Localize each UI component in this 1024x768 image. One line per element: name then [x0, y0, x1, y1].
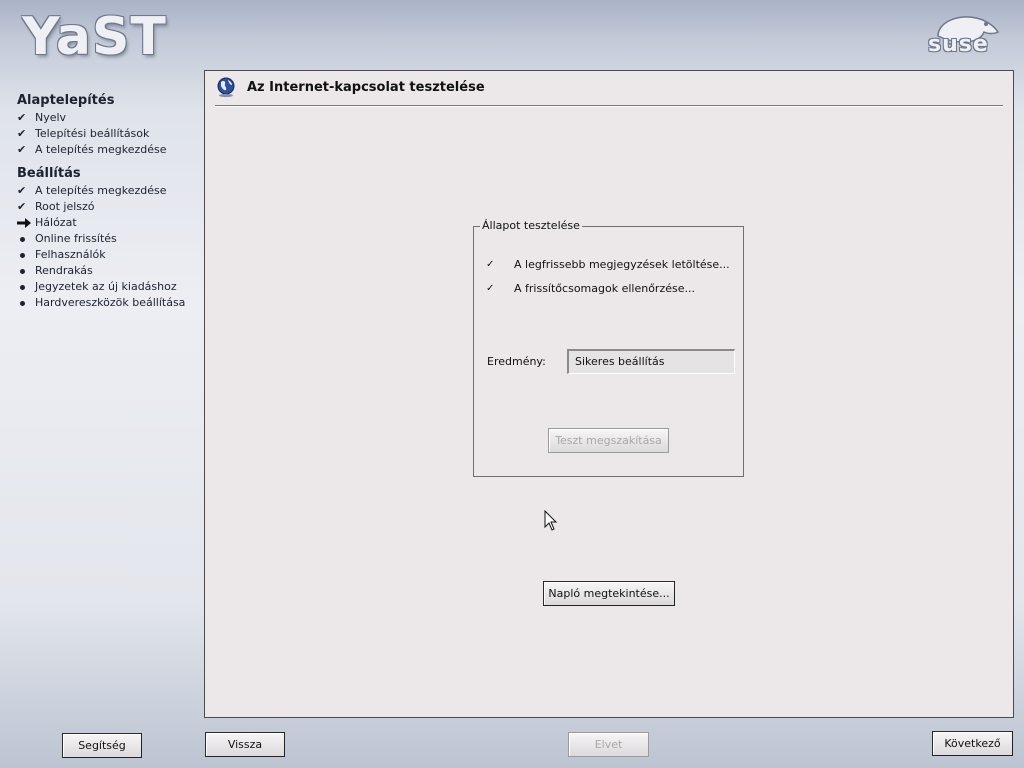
- installation-steps-sidebar: [17, 93, 202, 319]
- arrow-right-icon: [17, 218, 35, 228]
- result-field: Sikeres beállítás: [567, 349, 735, 374]
- sidebar-item-network: [17, 215, 202, 231]
- sidebar-item-label: A telepítés megkezdése: [35, 143, 167, 156]
- divider: [215, 105, 1003, 107]
- panel-header: [215, 76, 485, 98]
- sidebar-item-label: Rendrakás: [35, 264, 93, 277]
- sidebar-item-start-install: [17, 142, 202, 158]
- sidebar-item-label: A telepítés megkezdése: [35, 184, 167, 197]
- check-row-update-packages: [486, 280, 695, 296]
- sidebar-item-language: [17, 110, 202, 126]
- groupbox-title: Állapot tesztelése: [482, 219, 580, 232]
- back-button[interactable]: Vissza: [205, 732, 285, 757]
- sidebar-section-basic: [17, 93, 202, 158]
- sidebar-section-configuration: [17, 166, 202, 311]
- globe-icon: [215, 76, 237, 98]
- sidebar-item-label: Online frissítés: [35, 232, 117, 245]
- abort-test-button[interactable]: Teszt megszakítása: [548, 428, 669, 453]
- suse-logo-text: suse: [928, 32, 989, 57]
- bullet-icon: [17, 253, 35, 258]
- help-button[interactable]: Segítség: [62, 733, 142, 758]
- bullet-icon: [17, 269, 35, 274]
- sidebar-heading: Alaptelepítés: [17, 93, 115, 108]
- sidebar-item-cleanup: [17, 263, 202, 279]
- yast-logo: YaST: [22, 7, 167, 67]
- sidebar-heading: Beállítás: [17, 166, 81, 181]
- sidebar-item-users: [17, 247, 202, 263]
- check-icon: ✔: [17, 143, 27, 156]
- bullet-icon: [17, 301, 35, 306]
- view-log-button[interactable]: Napló megtekintése...: [543, 581, 675, 606]
- check-icon: ✓: [486, 282, 495, 294]
- sidebar-item-start-install-2: [17, 183, 202, 199]
- next-button[interactable]: Következő: [932, 731, 1013, 756]
- sidebar-item-label: Root jelszó: [35, 200, 95, 213]
- check-icon: ✔: [17, 184, 27, 197]
- mouse-cursor-icon: [544, 510, 558, 532]
- bullet-icon: [17, 285, 35, 290]
- sidebar-item-label: Felhasználók: [35, 248, 106, 261]
- bullet-icon: [17, 237, 35, 242]
- abort-button[interactable]: Elvet: [568, 732, 649, 757]
- check-icon: ✔: [17, 111, 27, 124]
- sidebar-item-label: Jegyzetek az új kiadáshoz: [35, 280, 177, 293]
- check-icon: ✓: [486, 258, 495, 270]
- check-icon: ✔: [17, 200, 27, 213]
- check-label: A frissítőcsomagok ellenőrzése...: [514, 281, 695, 295]
- sidebar-item-label: Telepítési beállítások: [35, 127, 150, 140]
- sidebar-item-install-settings: [17, 126, 202, 142]
- check-label: A legfrissebb megjegyzések letöltése...: [514, 257, 730, 271]
- sidebar-item-online-update: [17, 231, 202, 247]
- status-groupbox: [473, 219, 744, 477]
- sidebar-item-release-notes: [17, 279, 202, 295]
- sidebar-item-label: Hálózat: [35, 216, 77, 229]
- result-label: Eredmény:: [487, 355, 546, 368]
- sidebar-item-label: Nyelv: [35, 111, 67, 124]
- page-title: Az Internet-kapcsolat tesztelése: [247, 79, 485, 95]
- sidebar-item-root-password: [17, 199, 202, 215]
- sidebar-item-label: Hardvereszközök beállítása: [35, 296, 186, 309]
- main-content-panel: [204, 70, 1014, 718]
- sidebar-item-hardware-config: [17, 295, 202, 311]
- check-icon: ✔: [17, 127, 27, 140]
- check-row-release-notes: [486, 256, 730, 272]
